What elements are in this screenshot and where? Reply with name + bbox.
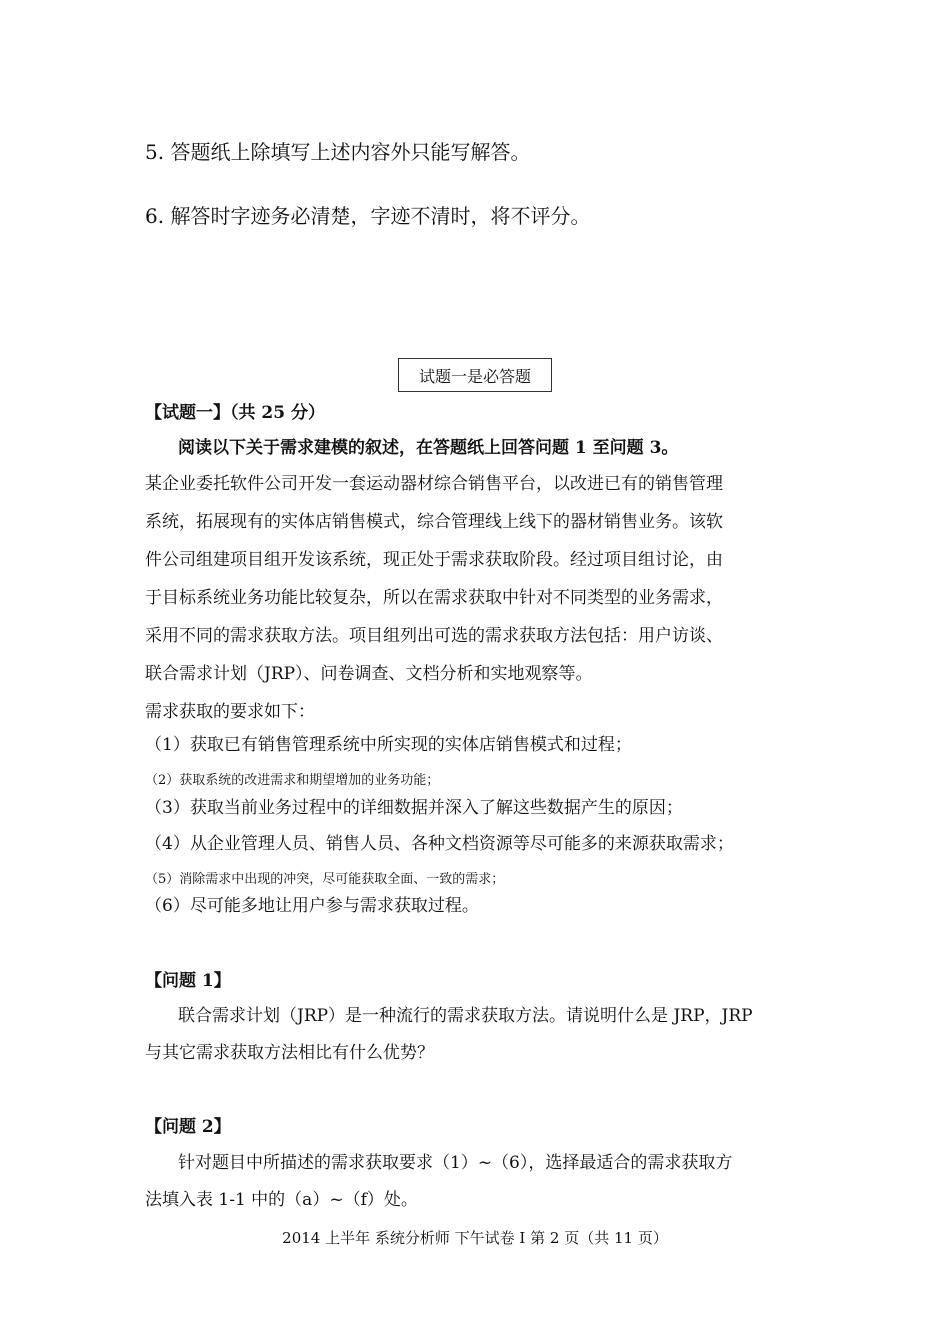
problem-2-line: 法填入表 1-1 中的（a）~（f）处。 bbox=[145, 1190, 418, 1210]
required-question-box bbox=[398, 358, 552, 392]
question-1-title: 【试题一】（共 25 分） bbox=[145, 403, 325, 423]
requirement-item: （2）获取系统的改进需求和期望增加的业务功能； bbox=[145, 773, 440, 788]
requirement-item: （6）尽可能多地让用户参与需求获取过程。 bbox=[145, 896, 479, 916]
requirement-item: （3）获取当前业务过程中的详细数据并深入了解这些数据产生的原因； bbox=[145, 798, 683, 818]
problem-1-title: 【问题 1】 bbox=[145, 971, 231, 991]
required-question-label: 试题一是必答题 bbox=[418, 366, 531, 386]
paragraph-line: 件公司组建项目组开发该系统，现正处于需求获取阶段。经过项目组讨论，由 bbox=[145, 550, 723, 570]
problem-2-line: 针对题目中所描述的需求获取要求（1）~（6），选择最适合的需求获取方 bbox=[178, 1153, 733, 1173]
problem-1-line: 联合需求计划（JRP）是一种流行的需求获取方法。请说明什么是 JRP，JRP bbox=[178, 1006, 753, 1026]
paragraph-line: 某企业委托软件公司开发一套运动器材综合销售平台，以改进已有的销售管理 bbox=[145, 474, 723, 494]
paragraph-line: 联合需求计划（JRP）、问卷调查、文档分析和实地观察等。 bbox=[145, 664, 593, 684]
note-6: 6. 解答时字迹务必清楚，字迹不清时，将不评分。 bbox=[145, 204, 591, 228]
paragraph-line: 于目标系统业务功能比较复杂，所以在需求获取中针对不同类型的业务需求， bbox=[145, 588, 723, 608]
requirements-intro: 需求获取的要求如下： bbox=[145, 702, 315, 722]
paragraph-line: 系统，拓展现有的实体店销售模式，综合管理线上线下的器材销售业务。该软 bbox=[145, 512, 723, 532]
question-1-instruction: 阅读以下关于需求建模的叙述，在答题纸上回答问题 1 至问题 3。 bbox=[178, 438, 679, 458]
requirement-item: （1）获取已有销售管理系统中所实现的实体店销售模式和过程； bbox=[145, 735, 632, 755]
note-5: 5. 答题纸上除填写上述内容外只能写解答。 bbox=[145, 140, 531, 164]
paragraph-line: 采用不同的需求获取方法。项目组列出可选的需求获取方法包括：用户访谈、 bbox=[145, 626, 723, 646]
page-footer: 2014 上半年 系统分析师 下午试卷 I 第 2 页（共 11 页） bbox=[282, 1229, 668, 1247]
requirement-item: （5）消除需求中出现的冲突，尽可能获取全面、一致的需求； bbox=[145, 872, 505, 887]
requirement-item: （4）从企业管理人员、销售人员、各种文档资源等尽可能多的来源获取需求； bbox=[145, 834, 734, 854]
problem-1-line: 与其它需求获取方法相比有什么优势？ bbox=[145, 1043, 434, 1063]
problem-2-title: 【问题 2】 bbox=[145, 1117, 231, 1137]
